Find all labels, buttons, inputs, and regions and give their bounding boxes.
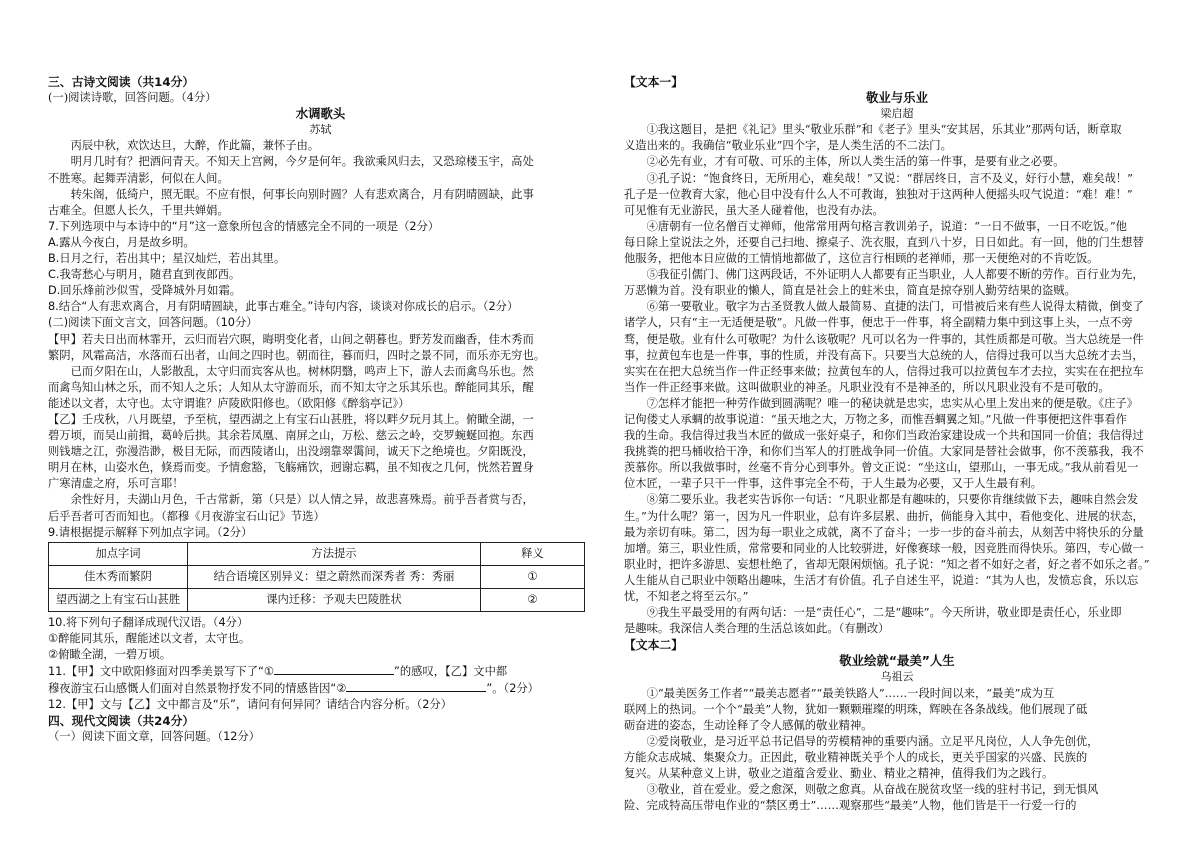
classical-prose-instructions: (二)阅读下面文言文，回答问题。（10分）: [48, 316, 258, 330]
essay-line: 方能众志成城、集聚众力。正因此，敬业精神既关乎个人的成长，更关乎国家的兴盛、民族的: [624, 750, 1088, 764]
essay-line: ⑧第二要乐业。我老实告诉你一句话：“凡职业都是有趣味的，只要你肯继续做下去，趣味自然会发: [646, 493, 1139, 507]
left-column: [48, 74, 593, 745]
essay-line: 砺奋进的姿态，生动诠释了令人感佩的敬业精神。: [624, 718, 873, 732]
essay-line: 孔子是一位教育大家，他心目中没有什么人不可教诲，独独对于这两种人便摇头叹气说道：“难！难！”: [624, 187, 1133, 201]
table-row: [49, 588, 585, 611]
passage-yi-line: 则钱塘之江，弥漫浩渺，极目无际，而西陵诸山，出没翊靠翠霭间，诚天下之绝境也。夕阳既没，: [48, 445, 534, 459]
question-11: [48, 663, 593, 680]
poem-line: 转朱阁，低绮户，照无眠。不应有恨，何事长向别时圆？人有悲欢离合，月有阴晴圆缺，此事: [70, 187, 534, 201]
section-4-heading: 四、现代文阅读（共24分）: [48, 714, 195, 729]
essay-line: 人生能从自己职业中领略出趣味，生活才有价值。孔子自述生平，说道：“其为人也，发愤忘食，乐以忘: [624, 573, 1139, 587]
passage-yi-line: 后乎吾者可否而知也。（都穆《月夜游宝石山记》节选）: [48, 509, 325, 523]
essay-1-title: 敬业与乐业: [866, 90, 928, 106]
essay-line: 位木匠，一辈子只干一件事，这件事完全不苟，于人生最为必要，又于人生最有利。: [624, 477, 1042, 491]
text-2-label: 【文本二】: [624, 638, 683, 653]
question-11-text: 11.【甲】文中欧阳修面对四季美景写下了“①: [48, 665, 274, 678]
essay-line: 义造出来的。我确信“敬业乐业”四个字，是人类生活的不二法门。: [624, 139, 952, 153]
essay-2-author: 乌祖云: [880, 670, 914, 684]
poem-line: 明月几时有？把酒问青天。不知天上宫阙，今夕是何年。我欲乘风归去，又恐琼楼玉宇，高处: [70, 155, 534, 169]
essay-line: 事，拉黄包车也是一件事，事的性质，并没有高下。只要当大总统的人，信得过我可以当大总统才去当，: [624, 348, 1144, 362]
passage-yi-line: 【乙】壬戌秋，八月既望，予至杭，望西湖之上有宝石山甚胜，将以畔夕玩月其上。俯瞰全湖，一: [48, 412, 534, 426]
passage-yi-line: 广寒清虚之府，乐可言耶！: [48, 477, 184, 491]
question-7-option-c: C.我寄愁心与明月，随君直到夜郎西。: [48, 268, 241, 282]
poem-line: 不胜寒。起舞弄清影，何似在人间。: [48, 171, 229, 185]
poem-author: 苏轼: [309, 123, 332, 137]
table-header: 加点字词: [49, 542, 188, 565]
essay-line: 我的生命。我信得过我当木匠的做成一张好桌子，和你们当政治家建设成一个共和国同一价值；我信得过: [624, 429, 1144, 443]
question-11-text: 穆夜游宝石山感慨人们面对自然景物抒发不同的情感皆因“②: [48, 682, 347, 696]
poem-line: 古难全。但愿人长久，千里共婵娟。: [48, 203, 229, 217]
passage-jia-line: 【甲】若夫日出而林霏开，云归而岩穴暝，晦明变化者，山间之朝暮也。野芳发而幽香，佳木秀而: [48, 332, 534, 346]
answer-cell[interactable]: ①: [481, 565, 585, 588]
essay-line: ②必先有业，才有可敬、可乐的主体，所以人类生活的第一件事，是要有业之必要。: [646, 155, 1065, 169]
essay-line: ⑤我征引儒门、佛门这两段话，不外证明人人都要有正当职业，人人都要不断的劳作。百行业为先，: [646, 268, 1144, 282]
essay-line: 记佝偻丈人承蜩的故事说道：“虽天地之大，万物之多，而惟吾蜩翼之知。”凡做一件事便把这件事看作: [624, 412, 1127, 426]
table-cell: 结合语境区别异义：望之蔚然而深秀者 秀：秀丽: [188, 565, 481, 588]
essay-line: 险、完成特高压带电作业的“禁区勇士”……观察那些“最美”人物，他们皆是干一行爱一行的: [624, 799, 1077, 813]
question-10-item: ①醉能同其乐，醒能述以文者，太守也。: [48, 631, 251, 645]
question-8: 8.结合“人有悲欢离合，月有阴晴圆缺，此事古难全。”诗句内容，谈谈对你成长的启示。（2分）: [48, 300, 519, 314]
essay-line: ④唐朝有一位名僧百丈禅师，他常常用两句格言教训弟子，说道：“一日不做事，一日不吃饭。”他: [646, 219, 1127, 233]
essay-line: ③敬业，首在爱业。爱之愈深，则敬之愈真。从奋战在脱贫攻坚一线的驻村书记，到无惧风: [646, 783, 1099, 797]
modern-reading-instructions: （一）阅读下面文章，回答问题。（12分）: [48, 730, 261, 744]
section-3-heading: 三、古诗文阅读（共14分）: [48, 75, 195, 89]
passage-jia-line: 而禽鸟知山林之乐，而不知人之乐；人知从太守游而乐，而不知太守之乐其乐也。醉能同其乐，醒: [48, 380, 534, 394]
essay-line: ①“最美医务工作者”“最美志愿者”“最美铁路人”……一段时间以来，“最美”成为互: [646, 686, 1055, 700]
answer-blank-2[interactable]: [346, 680, 486, 692]
question-7: 7.下列选项中与本诗中的“月”这一意象所包含的情感完全不同的一项是（2分）: [48, 219, 440, 233]
right-column: [624, 74, 1170, 814]
essay-line: ②爱岗敬业，是习近平总书记倡导的劳模精神的重要内涵。立足平凡岗位，人人争先创优，: [646, 734, 1099, 748]
question-7-option-b: B.日月之行，若出其中；星汉灿烂，若出其里。: [48, 252, 286, 266]
question-7-option-d: D.回乐烽前沙似雪，受降城外月如霜。: [48, 284, 242, 298]
essay-line: 生。”为什么呢？第一，因为凡一件职业，总有许多层累、曲折，倘能身入其中，看他变化、进展的状态，: [624, 509, 1144, 523]
essay-2-body: [624, 686, 1170, 815]
essay-line: 每日除上堂说法之外，还要自己扫地、擦桌子、洗衣服，直到八十岁，日日如此。有一回，他的门生想替: [624, 235, 1144, 249]
essay-1-body: [624, 122, 1170, 637]
essay-line: 羡慕你。所以我做事时，丝毫不肯分心到事外。曾文正说：“坐这山，望那山，一事无成。”我从前看见一: [624, 461, 1139, 475]
table-cell: 课内迁移：予观夫巴陵胜状: [188, 588, 481, 611]
essay-line: ③孔子说：“饱食终日，无所用心，难矣哉！”又说：“群居终日，言不及义，好行小慧，难矣哉！”: [646, 171, 1133, 185]
passage-jia-line: 已而夕阳在山，人影散乱，太守归而宾客从也。树林阴翳，鸣声上下，游人去而禽鸟乐也。然: [70, 364, 534, 378]
essay-line: ⑥第一要敬业。敬字为古圣贤教人做人最简易、直捷的法门，可惜被后来有些人说得太精微，倒变了: [646, 300, 1144, 314]
text-1-label: 【文本一】: [624, 75, 683, 89]
essay-line: ⑨我生平最受用的有两句话：一是“责任心”，二是“趣味”。今天所讲，敬业即是责任心，乐业即: [646, 606, 1122, 620]
essay-line: 诸学人，只有“主一无适便是敬”。凡做一件事，便忠于一件事，将全副精力集中到这事上头，一点不旁: [624, 316, 1133, 330]
question-10-item: ②俯瞰全湖，一碧万顷。: [48, 647, 172, 661]
table-header: 方法提示: [188, 542, 481, 565]
essay-line: 可见惟有无业游民，虽大圣人碰着他，也没有办法。: [624, 203, 884, 217]
essay-2-title: 敬业绘就“最美”人生: [839, 653, 955, 669]
passage-yi-line: 碧万顷，而吴山前揖，葛岭后拱。其余若凤凰、南屏之山，万松、慈云之岭，交罗蜿蜒回抱。东西: [48, 429, 534, 443]
table-row: [49, 565, 585, 588]
table-cell: 佳木秀而繁阴: [49, 565, 188, 588]
question-7-option-a: A.露从今夜白，月是故乡明。: [48, 235, 195, 249]
question-11-text: ”的感叹，【乙】文中都: [394, 665, 508, 678]
essay-line: 当作一件正经事来做。这叫做职业的神圣。凡职业没有不是神圣的，所以凡职业没有不是可敬的。: [624, 380, 1110, 394]
essay-line: 他服务，把他本日应做的工情悄地都做了，这位言行相顾的老禅师，那一天便绝对的不肯吃饭。: [624, 252, 1099, 266]
essay-line: 骛，便是敬。业有什么可敬呢？为什么该敬呢？凡可以名为一件事的，其性质都是可敬。当大总统是一件: [624, 332, 1144, 346]
essay-1-author: 梁启超: [880, 107, 914, 121]
essay-line: ⑦怎样才能把一种劳作做到圆满呢？唯一的秘诀就是忠实，忠实从心里上发出来的便是敬。《庄子》: [646, 396, 1139, 410]
poem-line: 丙辰中秋，欢饮达旦，大醉，作此篇，兼怀子由。: [70, 139, 320, 153]
passage-yi-line: 余性好月，夫湖山月色，千古常新，第（只是）以人情之异，故悲喜殊焉。前乎吾者赏与否，: [70, 493, 534, 507]
essay-line: ①我这题目，是把《礼记》里头“敬业乐群”和《老子》里头“安其居，乐其业”那两句话，断章取: [646, 123, 1122, 137]
question-10: 10.将下列句子翻译成现代汉语。（4分）: [48, 615, 249, 629]
passage-jia-line: 繁阴，风霜高洁，水落而石出者，山间之四时也。朝而往，暮而归，四时之景不同，而乐亦无穷也。: [48, 348, 546, 362]
essay-line: 复兴。从某种意义上讲，敬业之道蕴含爱业、勤业、精业之精神，值得我们为之践行。: [624, 767, 1054, 781]
answer-cell[interactable]: ②: [481, 588, 585, 611]
essay-line: 联网上的热词。一个个“最美”人物，犹如一颗颗璀璨的明珠，辉映在各条战线。他们展现了砥: [624, 702, 1088, 716]
essay-line: 实实在在把大总统当作一件正经事来做；拉黄包车的人，信得过我可以拉黄包车才去拉，实实在在把拉车: [624, 364, 1144, 378]
passage-yi-line: 明月在林，山姿水色，倏焉而变。予情愈豁，飞觞痛饮，迥谢忘羁，虽不知夜之几何，恍然若置身: [48, 461, 534, 475]
answer-blank-1[interactable]: [274, 663, 394, 675]
essay-line: 最为亲切有味。第二，因为每一职业之成就，离不了奋斗；一步一步的奋斗前去，从刻苦中将快乐的分量: [624, 525, 1144, 539]
essay-line: 加增。第三，职业性质，常常要和同业的人比较骈进，好像赛球一般，因竞胜而得快乐。第四，专心做一: [624, 541, 1144, 555]
table-header: 释义: [481, 542, 585, 565]
essay-line: 万恶懒为首。没有职业的懒人，简直是社会上的蛀米虫，简直是掠夺别人勤劳结果的盗贼。: [624, 284, 1076, 298]
essay-line: 忧，不知老之将至云尔。”: [624, 590, 749, 603]
passage-jia-line: 能述以文者，太守也。太守谓谁？庐陵欧阳修也。（欧阳修《醉翁亭记》）: [48, 396, 410, 410]
table-cell: 望西湖之上有宝石山甚胜: [49, 588, 188, 611]
essay-line: 我挑粪的把马桶收拾干净，和你们当军人的打胜战争同一价值。大家同是替社会做事，你不羡慕我，我不: [624, 445, 1144, 459]
question-9: 9.请根据提示解释下列加点字词。（2分）: [48, 525, 253, 539]
essay-line: 是趣味。我深信人类合理的生活总该如此。（有删改）: [624, 622, 890, 636]
question-11-text: ”。（2分）: [486, 682, 539, 696]
essay-line: 职业时，把许多游思、妄想杜绝了，省却无限闲烦恼。孔子说：“知之者不如好之者，好之者不如乐之者。”: [624, 557, 1150, 571]
table-header-row: [49, 542, 585, 565]
question-12: 12.【甲】文与【乙】文中都言及“乐”，请问有何异同？请结合内容分析。（2分）: [48, 698, 453, 712]
poem-instructions: (一)阅读诗歌，回答问题。（4分）: [48, 91, 217, 105]
question-11-cont: [48, 680, 593, 697]
vocab-table: [48, 542, 585, 612]
poem-title: 水调歌头: [295, 106, 346, 122]
